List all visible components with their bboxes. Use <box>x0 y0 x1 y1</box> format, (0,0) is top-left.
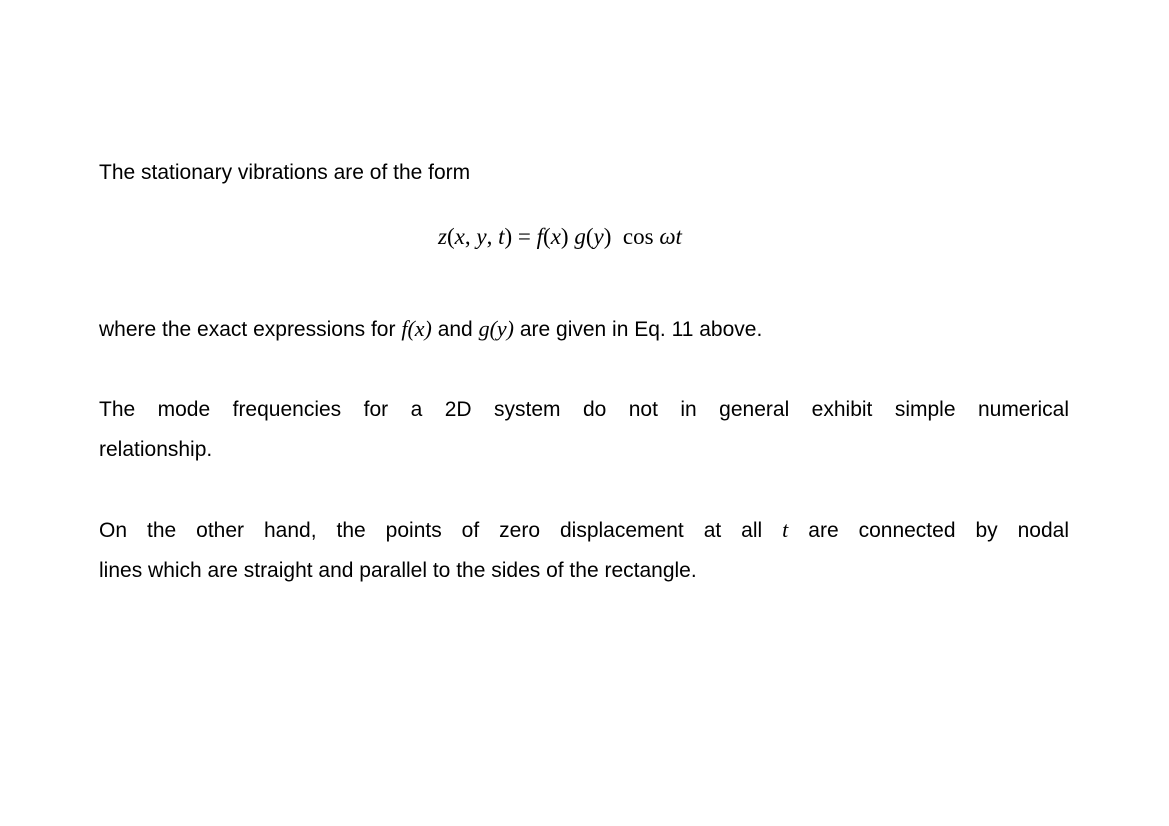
nodal-text: On the other hand, the points of zero displacement at all <box>99 519 783 542</box>
equation-segment: f <box>536 224 544 249</box>
equation-segment: ) <box>560 224 575 249</box>
nodal-lines-paragraph <box>99 510 1069 591</box>
nodal-text: are connected by nodal <box>788 519 1070 542</box>
equation-segment: y <box>476 224 487 249</box>
equation-segment: ( <box>447 224 455 249</box>
equation-segment: ) cos <box>603 224 660 249</box>
where-paragraph <box>99 309 1069 350</box>
equation-segment: ( <box>543 224 551 249</box>
inline-math-t: t <box>782 517 789 542</box>
intro-paragraph <box>99 153 1069 193</box>
where-text: are given in Eq. 11 above. <box>514 318 763 341</box>
equation-segment: x <box>454 224 465 249</box>
paragraph-line: relationship. <box>99 438 213 461</box>
inline-math-fx: f(x) <box>401 316 432 341</box>
equation-segment: , <box>464 224 477 249</box>
intro-text: The stationary vibrations are of the form <box>99 161 471 184</box>
equation-segment: , <box>486 224 499 249</box>
equation-segment: z <box>438 224 447 249</box>
equation-segment: ( <box>585 224 594 249</box>
equation-segment: x <box>550 224 561 249</box>
equation-segment: ) = <box>504 224 537 249</box>
inline-math-gy: g(y) <box>478 316 514 341</box>
mode-frequencies-paragraph <box>99 390 1069 470</box>
equation <box>99 217 1069 257</box>
equation-segment: g <box>574 224 586 249</box>
paragraph-line: The mode frequencies for a 2D system do not in general exhibit simple numerical <box>99 398 1069 421</box>
where-text: and <box>431 318 479 341</box>
equation-segment: t <box>498 224 505 249</box>
paragraph-line <box>99 510 1069 551</box>
paragraph-line: lines which are straight and parallel to the sides of the rectangle. <box>99 559 697 582</box>
equation-segment: y <box>593 224 604 249</box>
where-text: where the exact expressions for <box>99 318 402 341</box>
equation-segment: ωt <box>659 224 682 249</box>
